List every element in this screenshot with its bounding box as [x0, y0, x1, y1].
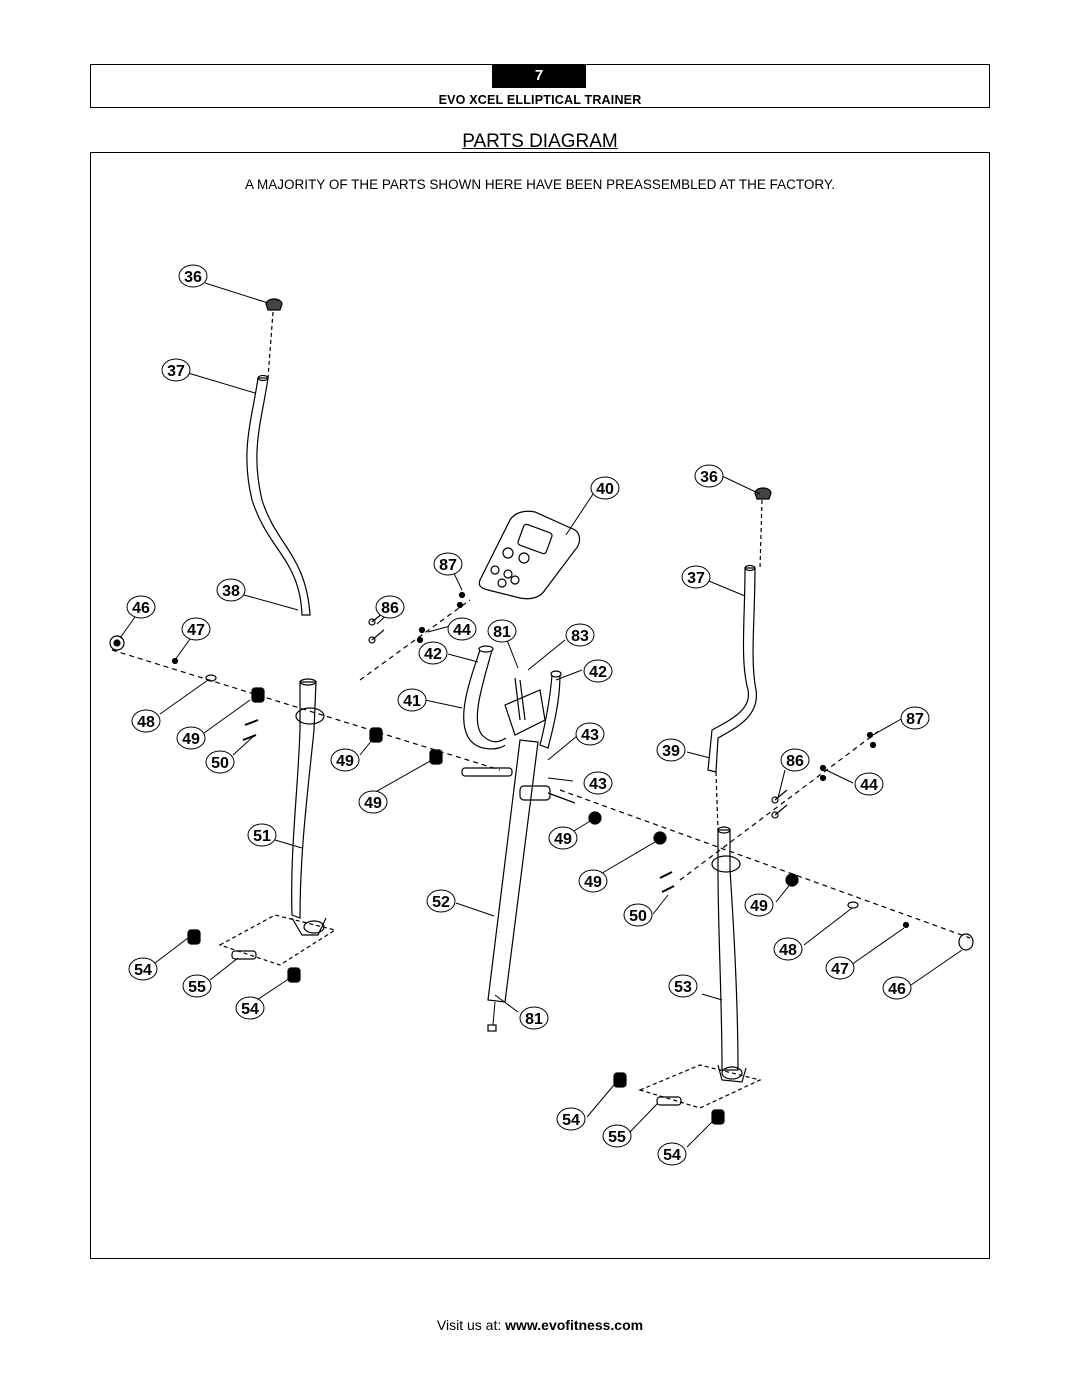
callout-46: [127, 596, 155, 618]
callout-label: 54: [663, 1147, 681, 1164]
callout-87: [434, 553, 462, 575]
callout-label: 53: [674, 979, 692, 996]
callout-54: [236, 997, 264, 1019]
footer: [0, 1317, 1080, 1333]
callout-label: 86: [786, 753, 804, 770]
callout-37: [162, 359, 190, 381]
callout-label: 48: [779, 942, 797, 959]
callout-36: [695, 465, 723, 487]
callout-86: [781, 749, 809, 771]
callout-label: 41: [403, 693, 421, 710]
callout-label: 49: [554, 831, 572, 848]
center-shaft: [462, 768, 512, 776]
callout-label: 44: [453, 622, 471, 639]
callout-44: [448, 618, 476, 640]
callout-label: 47: [831, 961, 849, 978]
callout-49: [549, 827, 577, 849]
callout-label: 55: [608, 1129, 626, 1146]
callout-42: [584, 660, 612, 682]
callout-54: [658, 1143, 686, 1165]
callout-label: 37: [167, 363, 185, 380]
manual-title: EVO XCEL ELLIPTICAL TRAINER: [438, 93, 642, 107]
callout-49: [331, 749, 359, 771]
callout-label: 46: [132, 600, 150, 617]
callout-label: 46: [888, 981, 906, 998]
callout-label: 49: [336, 753, 354, 770]
left-lower-bushing-b: [288, 968, 300, 982]
callout-42: [419, 642, 447, 664]
callout-label: 38: [222, 583, 240, 600]
callout-label: 83: [571, 628, 589, 645]
callout-43: [584, 772, 612, 794]
page-number-badge: 7: [492, 64, 586, 88]
callout-49: [745, 894, 773, 916]
callout-41: [398, 689, 426, 711]
callout-label: 44: [860, 777, 878, 794]
callout-label: 50: [211, 755, 229, 772]
callout-87: [901, 707, 929, 729]
right-end-cap: [959, 934, 973, 950]
callout-label: 42: [424, 646, 442, 663]
callout-46: [883, 977, 911, 999]
left-lower-bushing-a: [188, 930, 200, 944]
callout-55: [183, 975, 211, 997]
callout-81: [488, 620, 516, 642]
callout-47: [182, 618, 210, 640]
callout-86: [376, 596, 404, 618]
callout-label: 49: [364, 795, 382, 812]
callout-label: 54: [134, 962, 152, 979]
callout-44: [855, 773, 883, 795]
callout-label: 51: [253, 828, 271, 845]
callout-81: [520, 1007, 548, 1029]
callout-48: [774, 938, 802, 960]
callout-38: [217, 579, 245, 601]
callout-49: [359, 791, 387, 813]
right-lower-arm: [718, 830, 738, 1070]
callout-37: [682, 566, 710, 588]
callout-83: [566, 624, 594, 646]
left-pin: [232, 951, 256, 959]
callout-label: 49: [182, 731, 200, 748]
left-handlebar-tube: [247, 378, 310, 615]
callout-label: 55: [188, 979, 206, 996]
section-title-text: PARTS DIAGRAM: [462, 131, 618, 152]
callout-49: [177, 727, 205, 749]
callout-39: [657, 739, 685, 761]
footer-url-link[interactable]: www.evofitness.com: [505, 1317, 644, 1333]
callout-55: [603, 1125, 631, 1147]
callout-group: [127, 265, 929, 1165]
callout-48: [132, 710, 160, 732]
left-lower-arm: [292, 682, 316, 918]
center-post: [488, 740, 538, 1002]
callout-label: 42: [589, 664, 607, 681]
callout-54: [557, 1108, 585, 1130]
callout-label: 36: [700, 469, 718, 486]
callout-label: 40: [596, 481, 614, 498]
callout-51: [248, 824, 276, 846]
callout-36: [179, 265, 207, 287]
callout-label: 81: [525, 1011, 543, 1028]
callout-label: 47: [187, 622, 205, 639]
callout-47: [826, 957, 854, 979]
callout-label: 54: [562, 1112, 580, 1129]
console: [479, 511, 579, 598]
callout-53: [669, 975, 697, 997]
callout-label: 86: [381, 600, 399, 617]
callout-54: [129, 958, 157, 980]
callout-label: 37: [687, 570, 705, 587]
callout-label: 81: [493, 624, 511, 641]
callout-label: 50: [629, 908, 647, 925]
callout-50: [206, 751, 234, 773]
callout-label: 49: [750, 898, 768, 915]
callout-label: 48: [137, 714, 155, 731]
callout-label: 52: [432, 894, 450, 911]
callout-label: 36: [184, 269, 202, 286]
right-handlebar-tube: [708, 568, 756, 772]
callout-label: 87: [906, 711, 924, 728]
callout-label: 87: [439, 557, 457, 574]
callout-52: [427, 890, 455, 912]
callout-label: 43: [581, 727, 599, 744]
callout-label: 54: [241, 1001, 259, 1018]
callout-50: [624, 904, 652, 926]
callout-label: 39: [662, 743, 680, 760]
preassembly-note: A MAJORITY OF THE PARTS SHOWN HERE HAVE BEEN PREASSEMBLED AT THE FACTORY.: [245, 177, 835, 192]
callout-43: [576, 723, 604, 745]
callout-49: [579, 870, 607, 892]
footer-prefix: Visit us at:: [436, 1317, 502, 1333]
callout-label: 49: [584, 874, 602, 891]
right-handcap: [755, 488, 771, 499]
callout-label: 43: [589, 776, 607, 793]
left-handcap: [266, 299, 282, 310]
callout-40: [591, 477, 619, 499]
